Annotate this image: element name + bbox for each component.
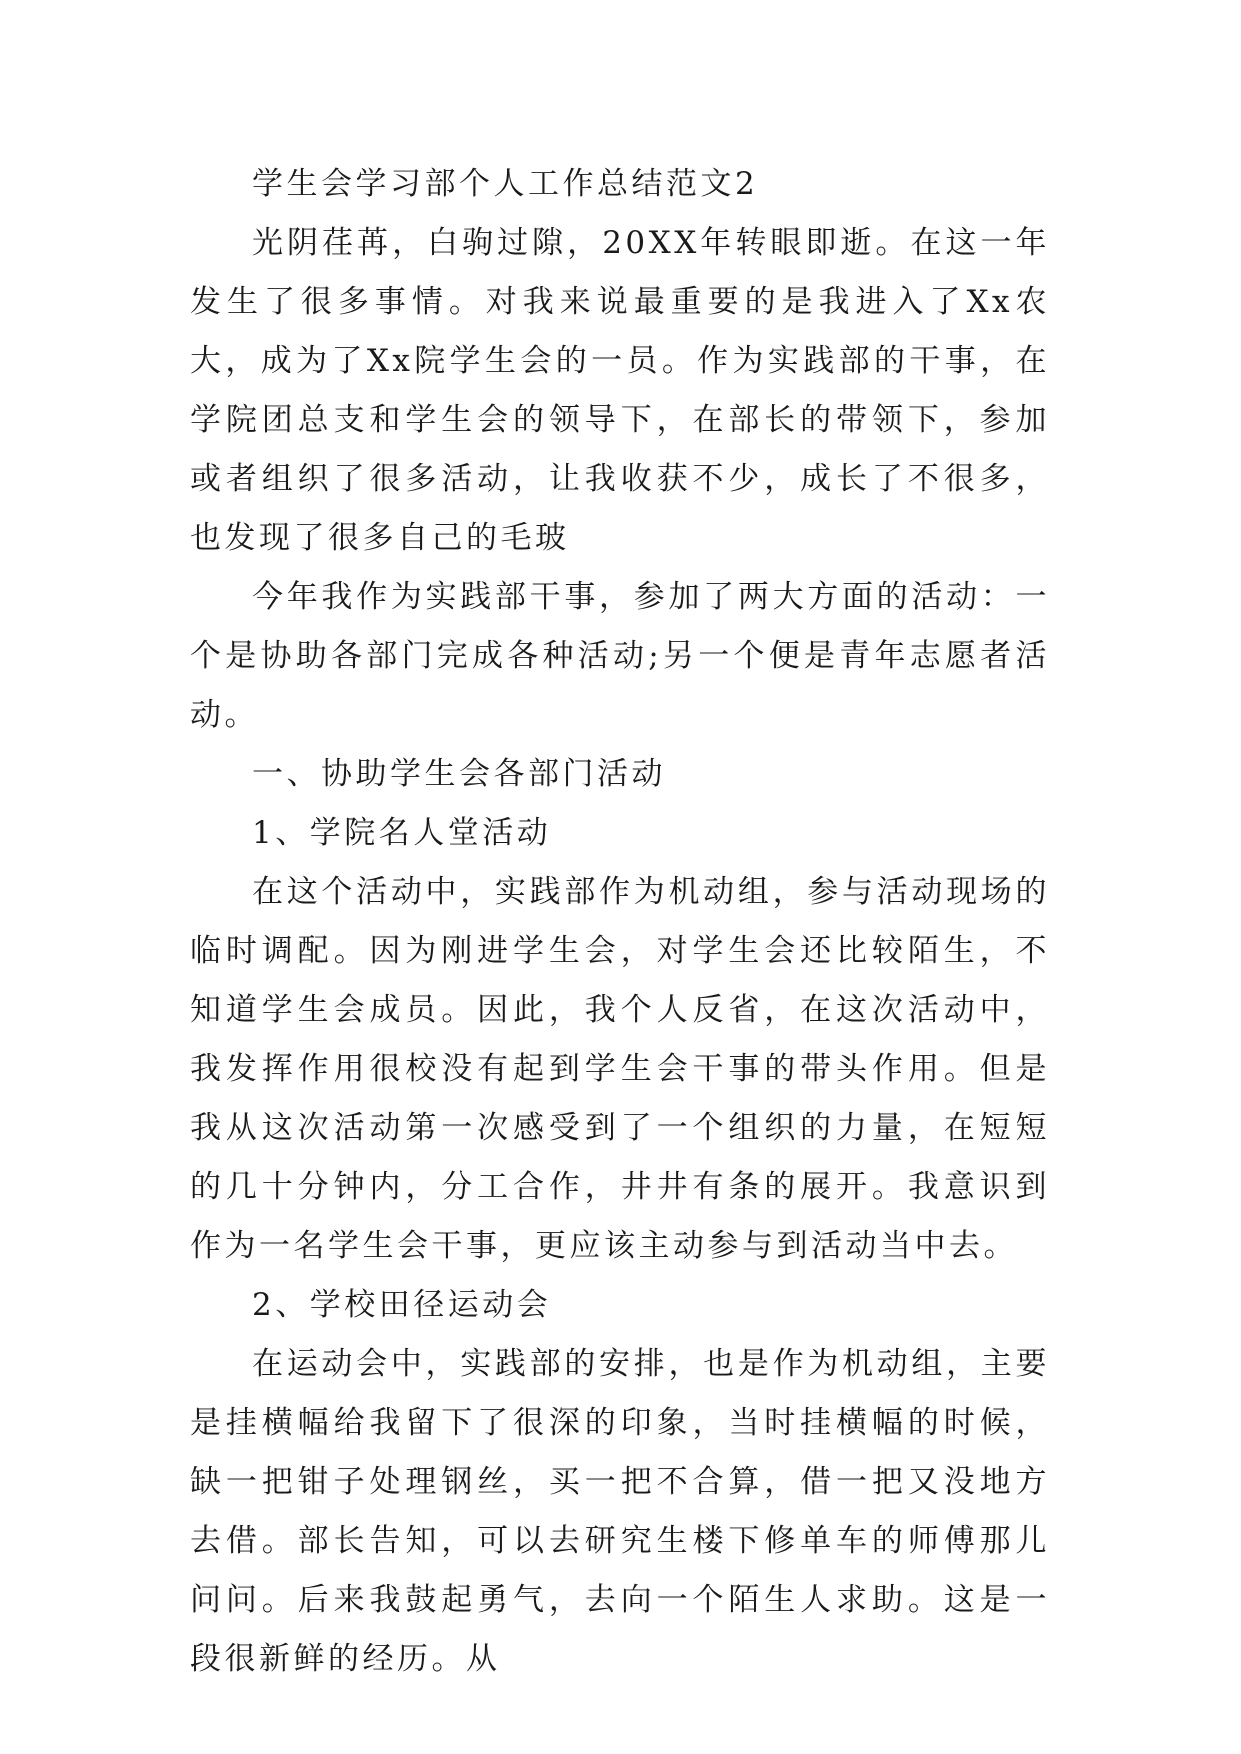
paragraph-overview: 今年我作为实践部干事，参加了两大方面的活动：一个是协助各部门完成各种活动;另一个便是青年志愿者活动。 [190, 579, 1050, 733]
paragraph-sports-meet: 在运动会中，实践部的安排，也是作为机动组，主要是挂横幅给我留下了很深的印象，当时挂横幅的时候，缺一把钳子处理钢丝，买一把不合算，借一把又没地方去借。部长告知，可以去研究生楼下修单车的师傅那儿问问。后来我鼓起勇气，去向一个陌生人求助。这是一段很新鲜的经历。从 [190, 1346, 1050, 1677]
subsection-heading-1: 1、学院名人堂活动 [252, 815, 552, 851]
document-title: 学生会学习部个人工作总结范文2 [252, 166, 759, 202]
paragraph-hall-of-fame: 在这个活动中，实践部作为机动组，参与活动现场的临时调配。因为刚进学生会，对学生会还比较陌生，不知道学生会成员。因此，我个人反省，在这次活动中，我发挥作用很校没有起到学生会干事的带头作用。但是我从这次活动第一次感受到了一个组织的力量，在短短的几十分钟内，分工合作，井井有条的展开。我意识到作为一名学生会干事，更应该主动参与到活动当中去。 [190, 874, 1050, 1264]
subsection-heading-2: 2、学校田径运动会 [252, 1287, 552, 1323]
document-body [190, 155, 1050, 1689]
section-heading-1: 一、协助学生会各部门活动 [252, 756, 666, 792]
paragraph-intro: 光阴荏苒，白驹过隙，20XX年转眼即逝。在这一年发生了很多事情。对我来说最重要的是我进入了Xx农大，成为了Xx院学生会的一员。作为实践部的干事，在学院团总支和学生会的领导下，在部长的带领下，参加或者组织了很多活动，让我收获不少，成长了不很多，也发现了很多自己的毛玻 [190, 225, 1050, 556]
